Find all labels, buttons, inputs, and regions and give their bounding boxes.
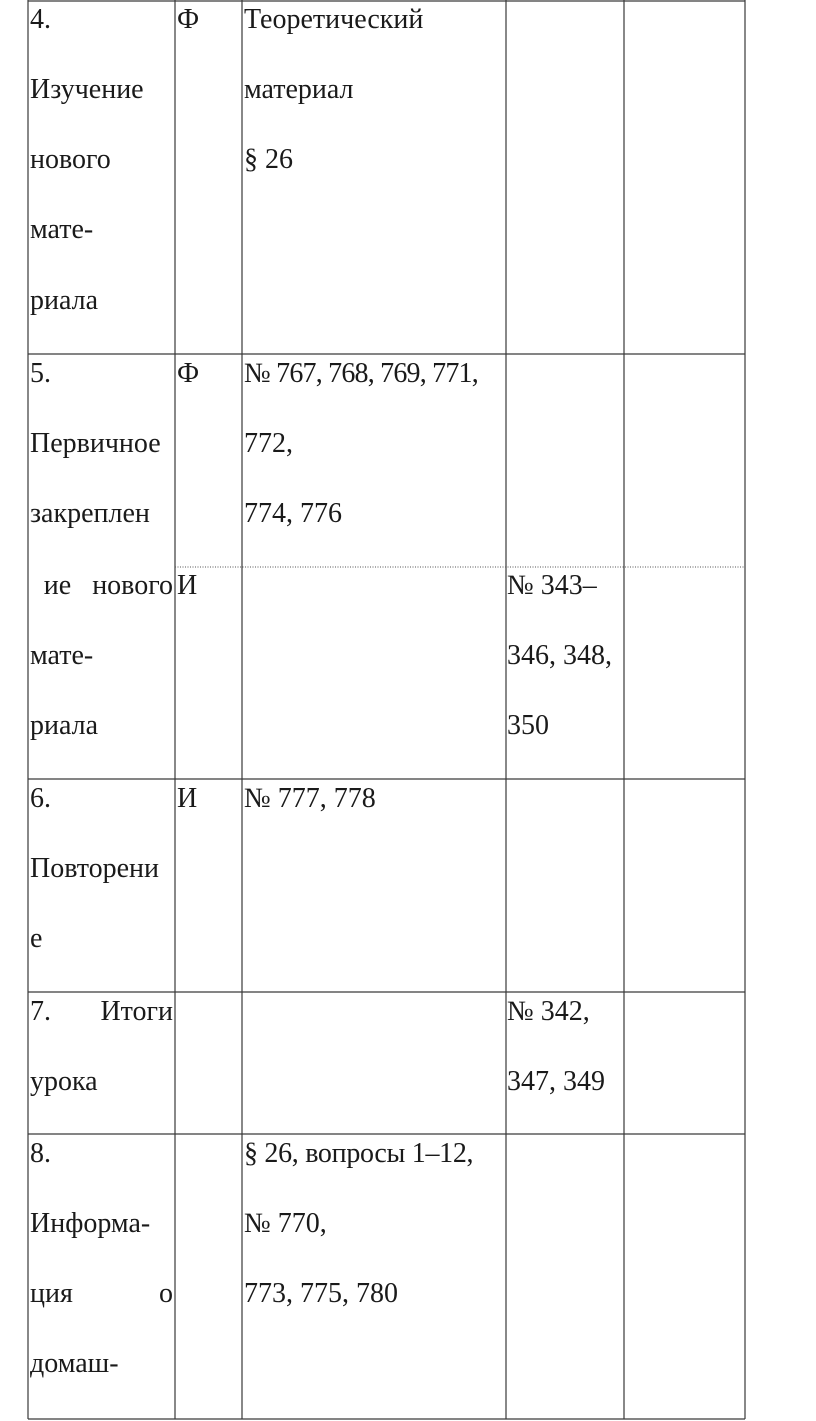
stage-cell-line: закреплен — [30, 498, 150, 529]
stage-cell-line: Повторени — [30, 853, 160, 884]
stage-cell-line: Изучение — [30, 74, 144, 105]
content-cell-line: материал — [244, 74, 354, 105]
stage-cell-line: нового — [30, 144, 111, 175]
stage-cell-line: 5. — [30, 358, 51, 389]
content-cell-line: 772, — [244, 428, 293, 459]
content-cell-line: № 777, 778 — [244, 783, 376, 814]
extra-cell-line: 350 — [507, 710, 549, 741]
stage-cell-line: Информа- — [30, 1208, 151, 1239]
extra-cell-line: 347, 349 — [507, 1066, 605, 1097]
form-cell: И — [177, 570, 198, 601]
content-cell-line: § 26, вопросы 1–12, — [244, 1138, 474, 1169]
content-cell-line: № 770, — [244, 1208, 327, 1239]
stage-cell-line: 6. — [30, 783, 51, 814]
content-cell-line: 773, 775, 780 — [244, 1278, 398, 1309]
extra-cell-line: 346, 348, — [507, 640, 612, 671]
stage-cell-line: 4. — [30, 4, 51, 35]
content-cell-line: № 767, 768, 769, 771, — [244, 358, 478, 389]
content-cell-line: § 26 — [244, 144, 293, 175]
stage-cell-word: о — [159, 1278, 173, 1309]
extra-cell-line: № 342, — [507, 996, 590, 1027]
form-cell: И — [177, 783, 198, 814]
content-cell-line: 774, 776 — [244, 498, 342, 529]
stage-cell-line: мате- — [30, 640, 94, 671]
stage-cell-line — [30, 996, 173, 1028]
stage-cell-word: Итоги — [100, 996, 173, 1027]
stage-cell-line: риала — [30, 285, 99, 316]
stage-cell-line: ие нового — [43, 570, 173, 601]
stage-cell-word: ция — [30, 1278, 73, 1309]
stage-cell-line: мате- — [30, 214, 94, 245]
stage-cell-line: домаш- — [30, 1348, 119, 1379]
stage-cell-line — [30, 1278, 173, 1310]
stage-cell-line: 8. — [30, 1138, 51, 1169]
form-cell: Ф — [177, 4, 200, 35]
stage-cell-line: урока — [30, 1066, 98, 1097]
stage-cell-line: Первичное — [30, 428, 161, 459]
stage-cell-word: 7. — [30, 996, 51, 1027]
stage-cell-line: е — [30, 923, 43, 954]
form-cell: Ф — [177, 358, 200, 389]
extra-cell-line: № 343– — [507, 570, 597, 601]
stage-cell-line: риала — [30, 710, 99, 741]
content-cell-line: Теоретический — [244, 4, 424, 35]
